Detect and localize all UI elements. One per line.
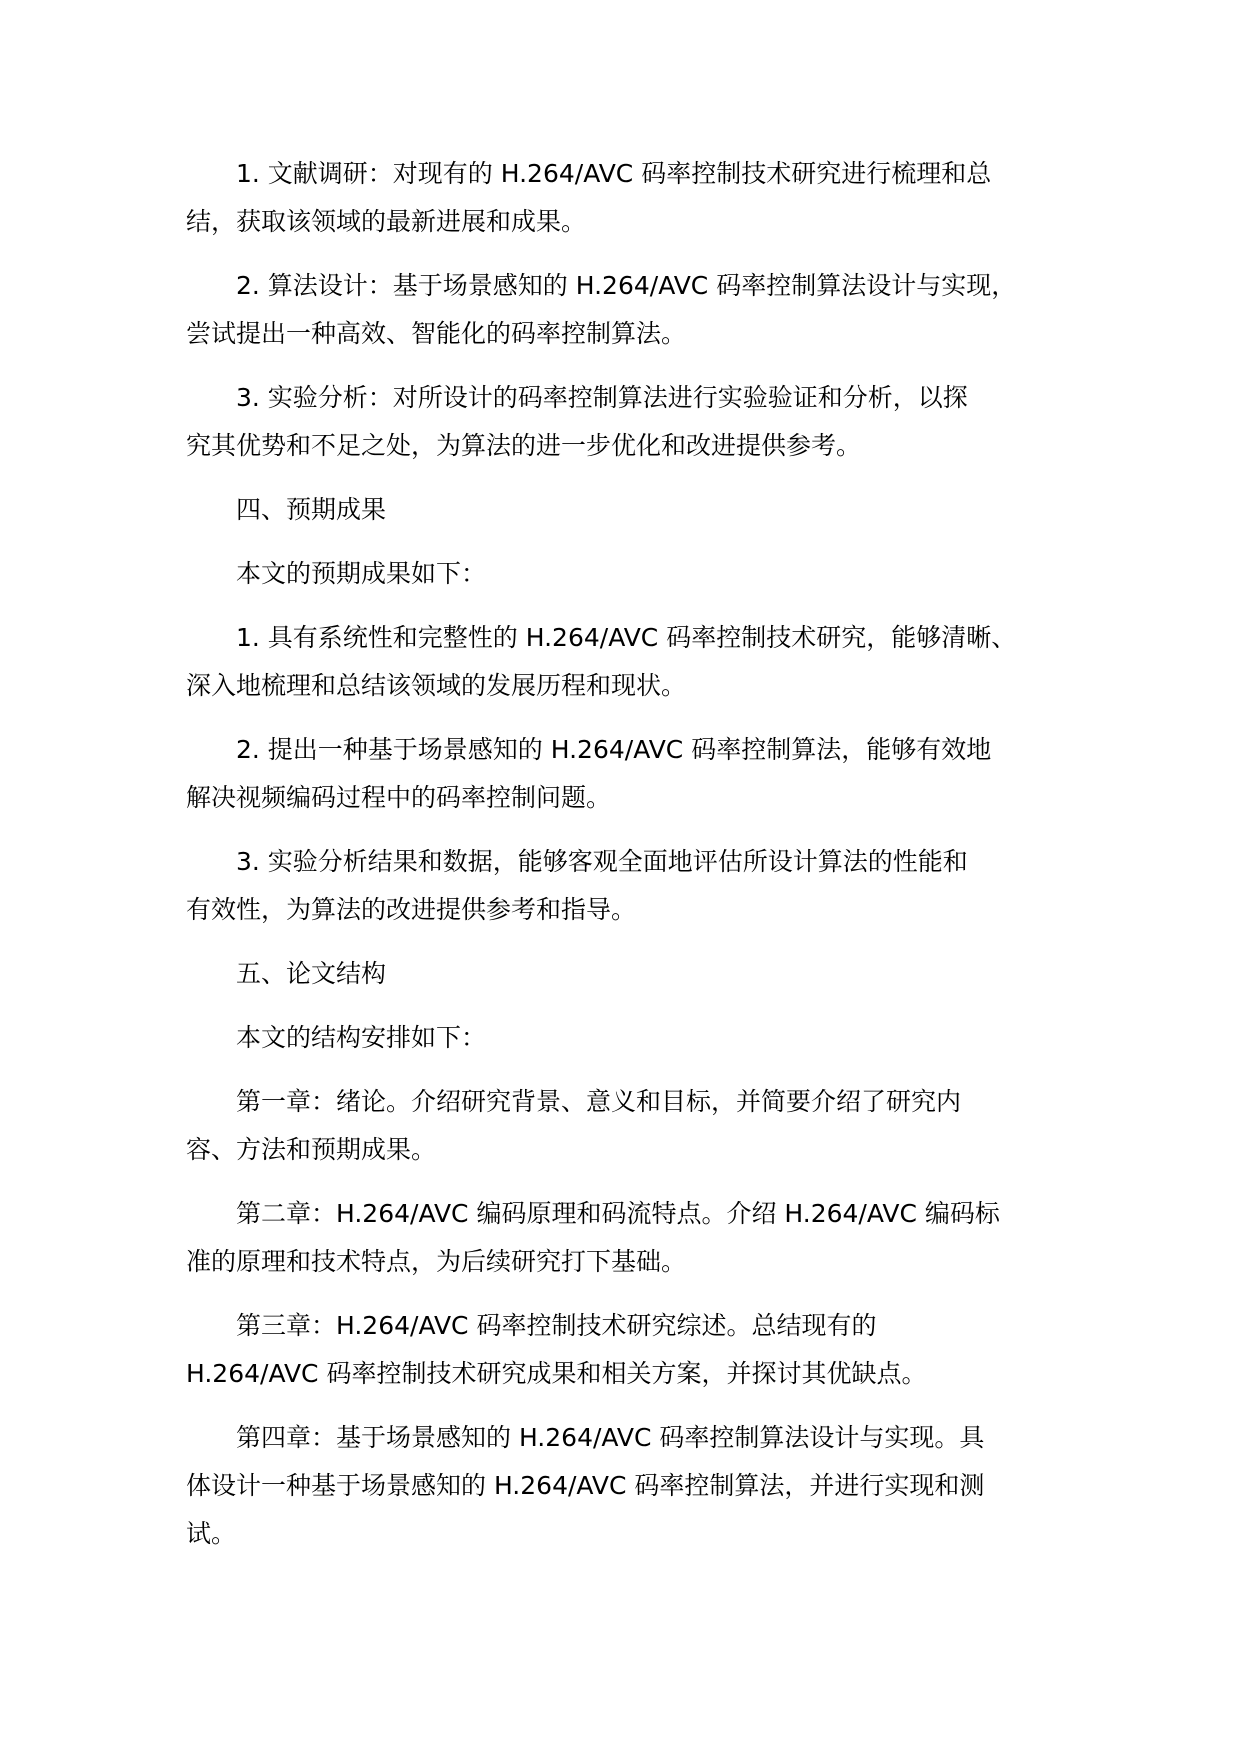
intro-thesis-structure bbox=[186, 1014, 1086, 1062]
chapter-4-description bbox=[186, 1414, 1086, 1558]
paragraph-line: 本文的结构安排如下： bbox=[236, 1023, 487, 1052]
intro-expected-results bbox=[186, 550, 1086, 598]
paragraph-line: 2. 提出一种基于场景感知的 H.264/AVC 码率控制算法，能够有效地 bbox=[236, 735, 992, 764]
chapter-1-description bbox=[186, 1078, 1086, 1174]
list-item-result-1 bbox=[186, 614, 1086, 710]
section-heading-thesis-structure bbox=[186, 950, 1086, 998]
list-item-result-2 bbox=[186, 726, 1086, 822]
paragraph-line: 2. 算法设计：基于场景感知的 H.264/AVC 码率控制算法设计与实现， bbox=[236, 271, 1017, 300]
paragraph-line: 体设计一种基于场景感知的 H.264/AVC 码率控制算法，并进行实现和测 bbox=[186, 1471, 985, 1500]
paragraph-line: 准的原理和技术特点，为后续研究打下基础。 bbox=[186, 1247, 687, 1276]
paragraph-line: 第一章：绪论。介绍研究背景、意义和目标，并简要介绍了研究内 bbox=[236, 1087, 962, 1116]
list-item-experiment-analysis bbox=[186, 374, 1086, 470]
paragraph-line: 结，获取该领域的最新进展和成果。 bbox=[186, 207, 587, 236]
chapter-3-description bbox=[186, 1302, 1086, 1398]
paragraph-line: 本文的预期成果如下： bbox=[236, 559, 487, 588]
list-item-algorithm-design bbox=[186, 262, 1086, 358]
paragraph-line: 深入地梳理和总结该领域的发展历程和现状。 bbox=[186, 671, 687, 700]
paragraph-line: 第二章：H.264/AVC 编码原理和码流特点。介绍 H.264/AVC 编码标 bbox=[236, 1199, 1000, 1228]
paragraph-line: 1. 具有系统性和完整性的 H.264/AVC 码率控制技术研究，能够清晰、 bbox=[236, 623, 1017, 652]
paragraph-line: 1. 文献调研：对现有的 H.264/AVC 码率控制技术研究进行梳理和总 bbox=[236, 159, 992, 188]
paragraph-line: 究其优势和不足之处，为算法的进一步优化和改进提供参考。 bbox=[186, 431, 862, 460]
paragraph-line: 容、方法和预期成果。 bbox=[186, 1135, 437, 1164]
paragraph-line: 第三章：H.264/AVC 码率控制技术研究综述。总结现有的 bbox=[236, 1311, 877, 1340]
paragraph-line: 尝试提出一种高效、智能化的码率控制算法。 bbox=[186, 319, 687, 348]
paragraph-line: 试。 bbox=[186, 1519, 237, 1548]
paragraph-line: 3. 实验分析结果和数据，能够客观全面地评估所设计算法的性能和 bbox=[236, 847, 968, 876]
document-body bbox=[186, 150, 1086, 1574]
list-item-result-3 bbox=[186, 838, 1086, 934]
list-item-literature-review bbox=[186, 150, 1086, 246]
section-heading-expected-results bbox=[186, 486, 1086, 534]
paragraph-line: H.264/AVC 码率控制技术研究成果和相关方案，并探讨其优缺点。 bbox=[186, 1359, 927, 1388]
paragraph-line: 解决视频编码过程中的码率控制问题。 bbox=[186, 783, 612, 812]
heading-line: 四、预期成果 bbox=[236, 495, 387, 524]
chapter-2-description bbox=[186, 1190, 1086, 1286]
paragraph-line: 3. 实验分析：对所设计的码率控制算法进行实验验证和分析，以探 bbox=[236, 383, 968, 412]
heading-line: 五、论文结构 bbox=[236, 959, 387, 988]
paragraph-line: 有效性，为算法的改进提供参考和指导。 bbox=[186, 895, 637, 924]
paragraph-line: 第四章：基于场景感知的 H.264/AVC 码率控制算法设计与实现。具 bbox=[236, 1423, 985, 1452]
